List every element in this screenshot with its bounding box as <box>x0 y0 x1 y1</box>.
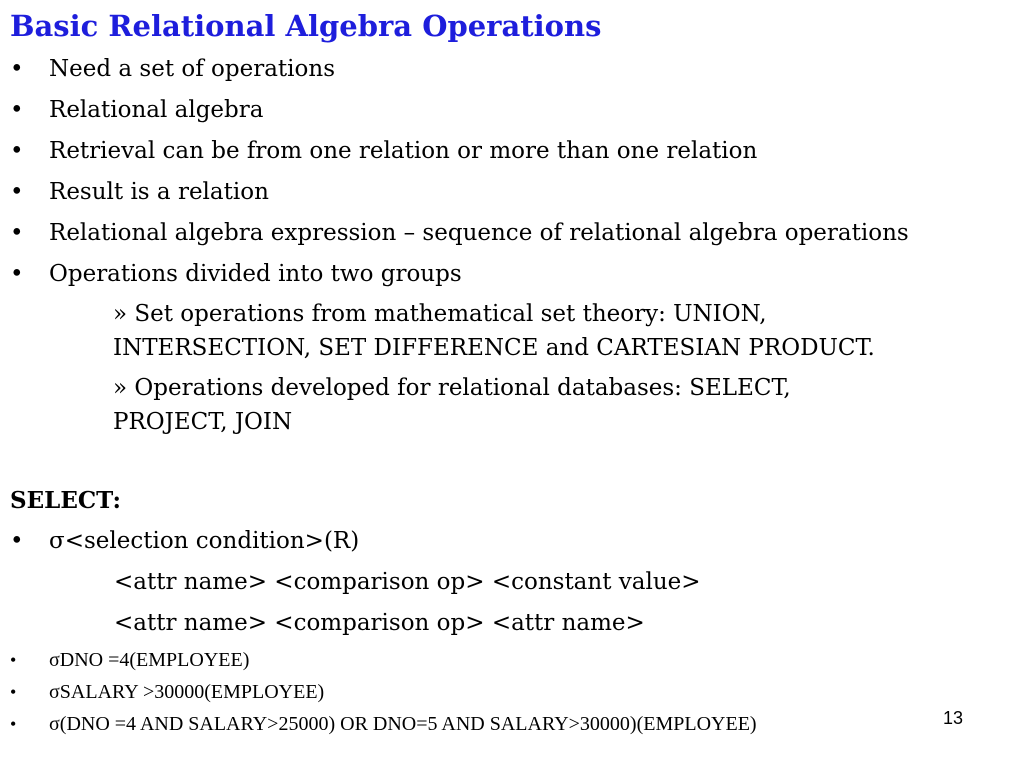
bullet-text: Relational algebra expression – sequence of relational algebra operations <box>49 220 909 246</box>
example-item <box>10 648 757 672</box>
bullet-dot-icon: • <box>10 650 17 670</box>
example-item <box>10 680 757 704</box>
condition-form: <attr name> <comparison op> <attr name> <box>114 610 645 636</box>
bullet-dot-icon: • <box>10 56 24 82</box>
bullet-list <box>10 52 1015 446</box>
sub-bullet-line: » Operations developed for relational databases: SELECT, <box>113 375 791 401</box>
example-item <box>10 712 757 736</box>
bullet-dot-icon: • <box>10 220 24 246</box>
bullet-item <box>10 93 1015 127</box>
bullet-dot-icon: • <box>10 528 24 554</box>
sub-bullet-item <box>113 297 1015 365</box>
page-number: 13 <box>942 708 963 728</box>
sub-bullet-line: » Set operations from mathematical set theory: UNION, <box>113 301 767 327</box>
sub-bullet-list <box>49 297 1015 439</box>
example-text: σDNO =4(EMPLOYEE) <box>49 649 250 671</box>
bullet-text: Operations divided into two groups <box>49 261 462 287</box>
example-list <box>10 648 757 744</box>
select-syntax: σ<selection condition>(R) <box>49 528 360 554</box>
select-heading: SELECT: <box>10 487 121 514</box>
bullet-item <box>10 52 1015 86</box>
bullet-text: Result is a relation <box>49 179 269 205</box>
bullet-dot-icon: • <box>10 138 24 164</box>
bullet-dot-icon: • <box>10 179 24 205</box>
bullet-dot-icon: • <box>10 97 24 123</box>
select-syntax-list <box>10 524 1015 565</box>
sub-bullet-line: PROJECT, JOIN <box>113 409 293 435</box>
example-text: σSALARY >30000(EMPLOYEE) <box>49 681 325 703</box>
example-text: σ(DNO =4 AND SALARY>25000) OR DNO=5 AND SALARY>30000)(EMPLOYEE) <box>49 713 757 735</box>
bullet-text: Relational algebra <box>49 97 264 123</box>
bullet-dot-icon: • <box>10 682 17 702</box>
bullet-item <box>10 257 1015 439</box>
bullet-dot-icon: • <box>10 714 17 734</box>
bullet-item <box>10 175 1015 209</box>
bullet-item <box>10 134 1015 168</box>
sub-bullet-item <box>113 371 1015 439</box>
bullet-text: Need a set of operations <box>49 56 335 82</box>
bullet-item <box>10 216 909 250</box>
slide-title: Basic Relational Algebra Operations <box>10 9 602 43</box>
bullet-text: Retrieval can be from one relation or more than one relation <box>49 138 758 164</box>
condition-form: <attr name> <comparison op> <constant value> <box>114 569 701 595</box>
sub-bullet-line: INTERSECTION, SET DIFFERENCE and CARTESIAN PRODUCT. <box>113 335 875 361</box>
bullet-dot-icon: • <box>10 261 24 287</box>
bullet-item <box>10 524 1015 558</box>
